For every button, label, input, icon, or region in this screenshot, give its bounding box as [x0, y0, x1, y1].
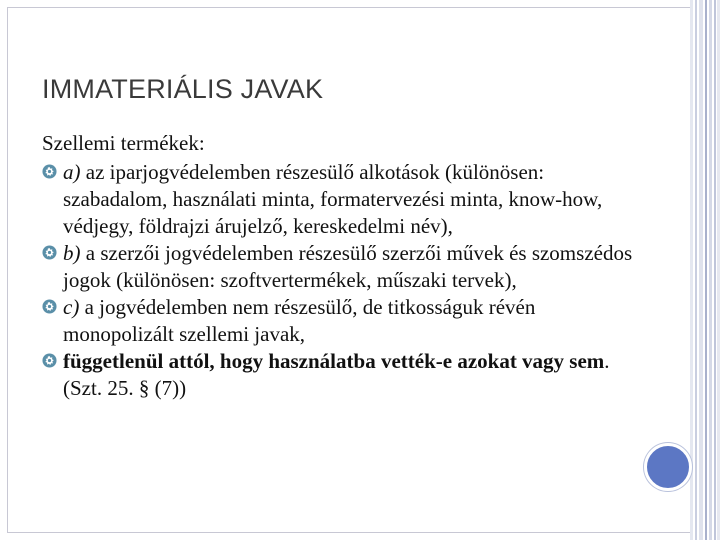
item-text: . (Szt. 25. § (7)) [63, 349, 610, 400]
item-prefix: a) [63, 160, 81, 184]
decor-stripe [714, 0, 716, 540]
gear-bullet-icon [42, 245, 57, 260]
bullet-list [42, 159, 642, 402]
list-item [42, 159, 642, 240]
lead-text: Szellemi termékek: [42, 131, 205, 155]
item-bold-text: függetlenül attól, hogy használatba vették-e azokat vagy sem [63, 349, 605, 373]
list-item [42, 348, 642, 402]
item-text: a jogvédelemben nem részesülő, de titkosságuk révén monopolizált szellemi javak, [63, 295, 536, 346]
list-item [42, 240, 642, 294]
decor-stripe [705, 0, 707, 540]
decor-stripe [695, 0, 697, 540]
item-text: a szerzői jogvédelemben részesülő szerzői művek és szomszédos jogok (különösen: szoftvertermékek, műszaki tervek), [63, 241, 633, 292]
gear-bullet-icon [42, 164, 57, 179]
decor-stripe [699, 0, 703, 540]
list-item [42, 294, 642, 348]
slide-title: IMMATERIÁLIS JAVAK [42, 74, 324, 104]
item-prefix: b) [63, 241, 81, 265]
slide-body [42, 130, 642, 402]
item-text: az iparjogvédelemben részesülő alkotások (különösen: szabadalom, használati minta, formatervezési minta, know-how, védjegy, földrajzi árujelző, kereskedelmi név), [63, 160, 603, 238]
decor-circle [644, 443, 692, 491]
item-prefix: c) [63, 295, 80, 319]
gear-bullet-icon [42, 353, 57, 368]
gear-bullet-icon [42, 299, 57, 314]
decor-stripe [709, 0, 712, 540]
